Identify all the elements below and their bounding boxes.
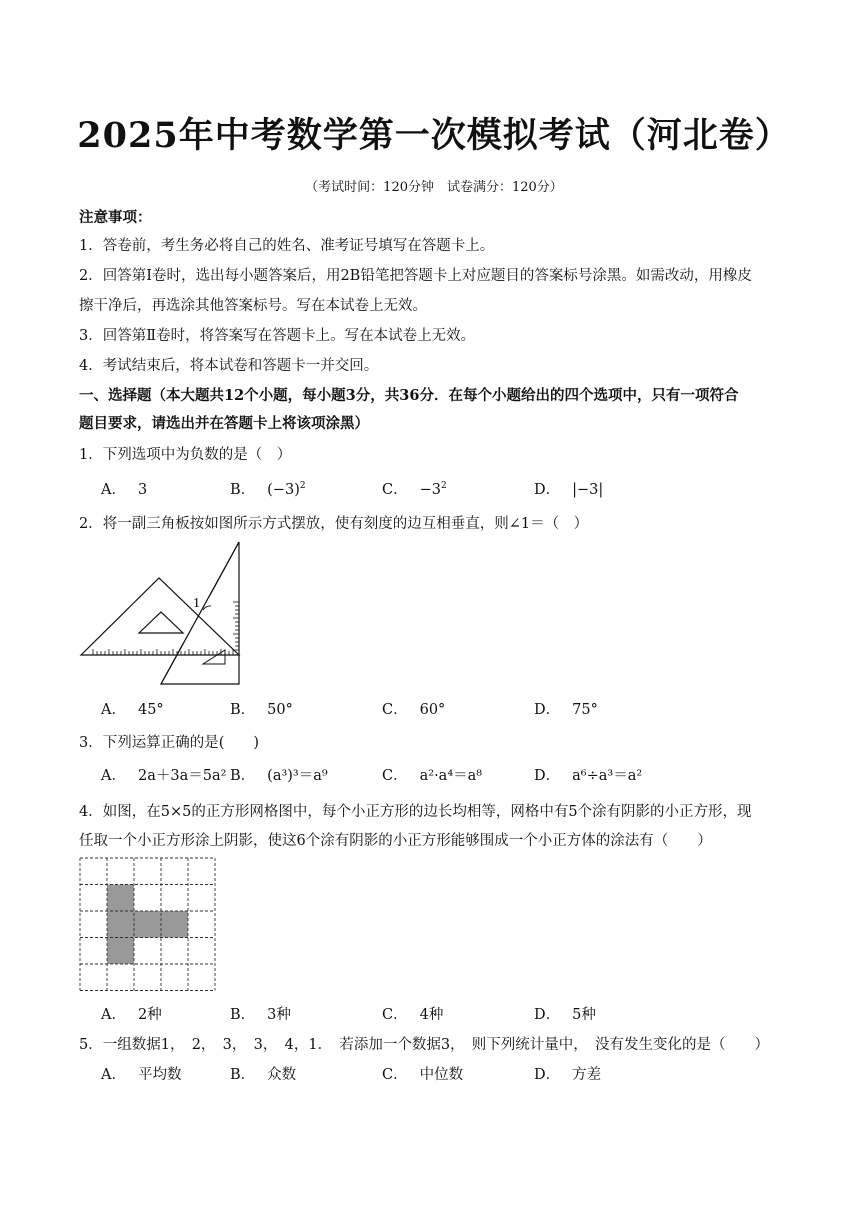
option-label: C． <box>382 1067 408 1083</box>
triangle-set-figure <box>79 540 244 687</box>
notice-item: 1．答卷前，考生务必将自己的姓名、准考证号填写在答题卡上。 <box>79 238 495 254</box>
shaded-cell <box>134 911 161 938</box>
option-text: 45° <box>137 702 164 718</box>
q2-option-c <box>382 698 445 719</box>
inner-triangle <box>139 612 183 633</box>
option-label: D． <box>534 482 561 498</box>
q5-option-b <box>230 1063 296 1084</box>
section-heading-cont: 题目要求，请选出并在答题卡上将该项涂黑） <box>79 415 369 432</box>
option-label: A． <box>101 1067 126 1083</box>
q1-option-c <box>382 478 447 499</box>
option-label: D． <box>534 1067 561 1083</box>
q4-option-a <box>101 1003 162 1024</box>
q3-option-b <box>230 764 328 785</box>
option-label: B． <box>230 482 256 498</box>
shaded-cell <box>107 885 134 912</box>
option-label: B． <box>230 1007 256 1023</box>
option-label: C． <box>382 1007 408 1023</box>
option-text: 2种 <box>137 1007 162 1023</box>
question-1-stem: 1．下列选项中为负数的是（ ） <box>79 447 292 463</box>
shaded-cell <box>161 911 188 938</box>
q5-option-a <box>101 1063 181 1084</box>
ruler-ticks-vertical <box>233 602 239 650</box>
notice-item: 3．回答第Ⅱ卷时，将答案写在答题卡上。写在本试卷上无效。 <box>79 328 476 344</box>
q5-option-d <box>534 1063 601 1084</box>
option-text: (a³)³＝a⁹ <box>267 768 328 784</box>
option-text: 方差 <box>572 1067 602 1083</box>
option-label: B． <box>230 1067 256 1083</box>
option-text: |−3| <box>572 482 604 498</box>
option-label: B． <box>230 702 256 718</box>
q2-option-b <box>230 698 293 719</box>
option-label: C． <box>382 482 408 498</box>
option-text: 4种 <box>419 1007 444 1023</box>
option-text: 中位数 <box>419 1067 464 1083</box>
option-text: 众数 <box>267 1067 297 1083</box>
shaded-cell <box>107 938 134 965</box>
option-text: 2a＋3a＝5a² <box>137 768 227 784</box>
option-label: A． <box>101 482 126 498</box>
question-4-stem-cont: 任取一个小正方形涂上阴影，使这6个涂有阴影的小正方形能够围成一个小正方体的涂法有（ ） <box>79 833 712 849</box>
option-label: D． <box>534 768 561 784</box>
question-4-stem: 4．如图，在5×5的正方形网格图中，每个小正方形的边长均相等，网格中有5个涂有阴影的小正方形，现 <box>79 804 752 820</box>
exponent: 2 <box>299 481 306 492</box>
option-label: B． <box>230 768 256 784</box>
q1-option-a <box>101 478 147 499</box>
option-text: a⁶÷a³＝a² <box>572 768 643 784</box>
inner-triangle-small <box>203 650 225 664</box>
q3-option-a <box>101 764 226 785</box>
option-text: 60° <box>419 702 446 718</box>
page-title: 2025年中考数学第一次模拟考试（河北卷） <box>77 115 791 156</box>
option-label: C． <box>382 768 408 784</box>
option-label: D． <box>534 1007 561 1023</box>
notice-item: 擦干净后，再选涂其他答案标号。写在本试卷上无效。 <box>79 298 427 314</box>
q1-option-b <box>230 478 306 499</box>
option-text: 75° <box>572 702 598 718</box>
q2-option-a <box>101 698 164 719</box>
option-text: −3 <box>419 482 441 498</box>
notice-heading: 注意事项： <box>79 209 152 226</box>
question-3-stem: 3．下列运算正确的是( ) <box>79 735 260 751</box>
q4-option-d <box>534 1003 596 1024</box>
q5-option-c <box>382 1063 463 1084</box>
q4-option-c <box>382 1003 443 1024</box>
option-label: A． <box>101 1007 126 1023</box>
ruler-ticks-bottom <box>93 649 233 655</box>
option-text: (−3) <box>267 482 300 498</box>
q3-option-d <box>534 764 642 785</box>
question-2-stem: 2．将一副三角板按如图所示方式摆放，使有刻度的边互相垂直，则∠1＝（ ） <box>79 516 589 532</box>
option-label: C． <box>382 702 408 718</box>
exam-info: （考试时间：120分钟 试卷满分：120分） <box>305 180 563 195</box>
q4-option-b <box>230 1003 291 1024</box>
shaded-cell <box>107 911 134 938</box>
option-text: 50° <box>267 702 293 718</box>
exponent: 2 <box>440 481 447 492</box>
notice-item: 2．回答第Ⅰ卷时，选出每小题答案后，用2B铅笔把答题卡上对应题目的答案标号涂黑。如需改动，用橡皮 <box>79 268 752 284</box>
grid-figure <box>79 857 219 992</box>
option-label: A． <box>101 702 126 718</box>
question-5-stem: 5．一组数据1， 2， 3， 3， 4，1． 若添加一个数据3， 则下列统计量中， 没有发生变化的是（ ） <box>79 1037 770 1053</box>
isosceles-triangle <box>81 578 239 655</box>
section-heading: 一、选择题（本大题共12个小题，每小题3分，共36分．在每个小题给出的四个选项中，只有一项符合 <box>79 387 739 404</box>
notice-item: 4．考试结束后，将本试卷和答题卡一并交回。 <box>79 358 379 374</box>
option-text: 5种 <box>572 1007 596 1023</box>
q1-option-d <box>534 478 603 499</box>
q3-option-c <box>382 764 482 785</box>
q2-option-d <box>534 698 598 719</box>
option-text: 平均数 <box>137 1067 182 1083</box>
option-label: D． <box>534 702 561 718</box>
angle-1-label: 1 <box>193 596 200 611</box>
option-text: a²·a⁴＝a⁸ <box>419 768 483 784</box>
option-text: 3种 <box>267 1007 291 1023</box>
option-text: 3 <box>137 482 148 498</box>
option-label: A． <box>101 768 126 784</box>
